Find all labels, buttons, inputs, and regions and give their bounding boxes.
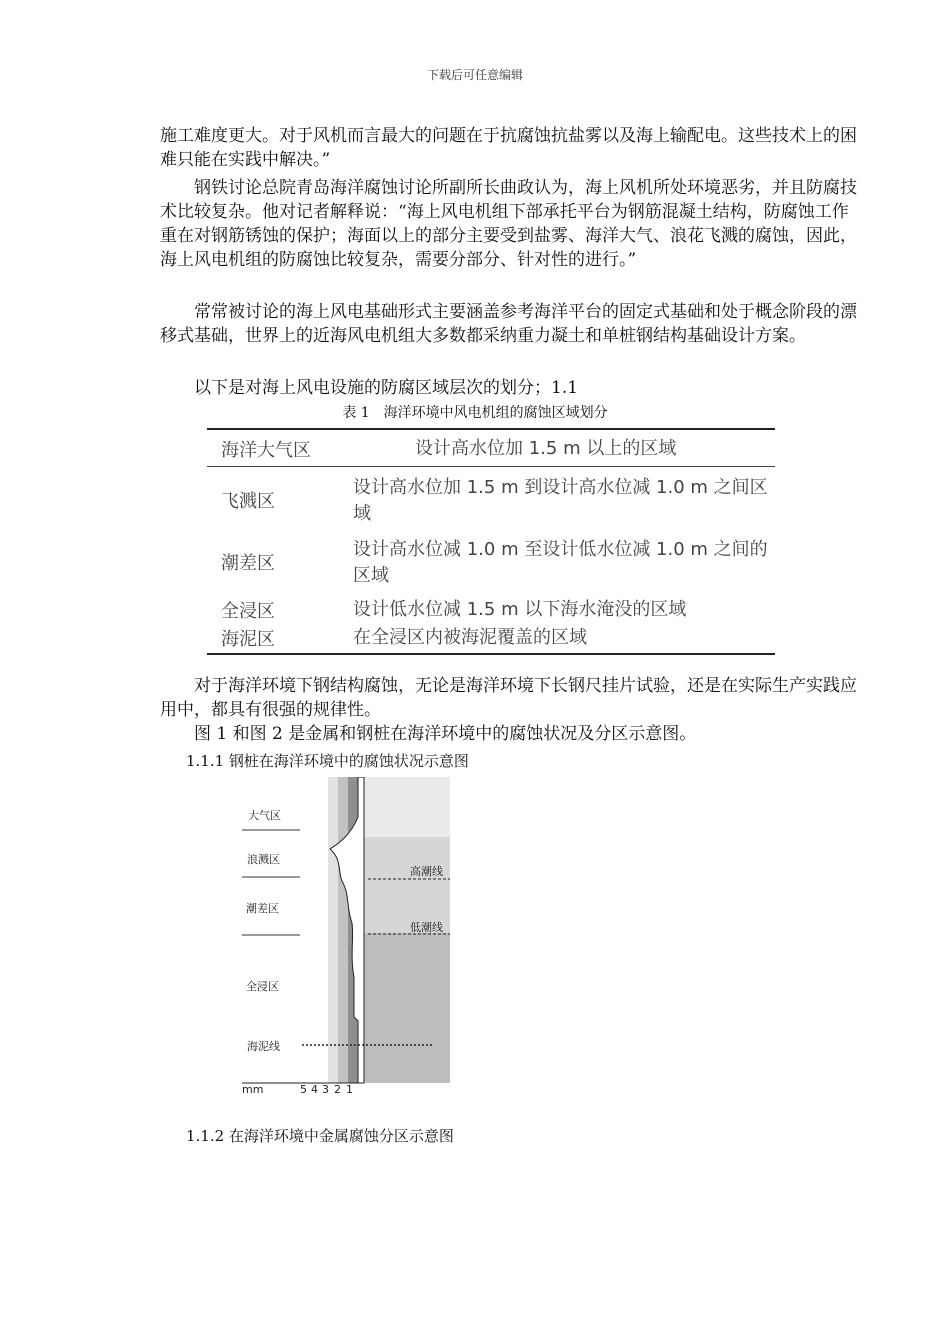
desc-cell: 在全浸区内被海泥覆盖的区域 <box>353 627 587 648</box>
table-row <box>207 625 775 655</box>
table-caption: 表 1 海洋环境中风电机组的腐蚀区域划分 <box>342 405 608 421</box>
axis-tick: 3 <box>322 1083 329 1096</box>
zone-cell: 全浸区 <box>221 601 275 622</box>
paragraph-6: 图 1 和图 2 是金属和钢桩在海洋环境中的腐蚀状况及分区示意图。 <box>160 724 697 744</box>
table-row <box>207 597 775 625</box>
table-row <box>207 428 775 467</box>
figure-1-subtitle: 1.1.1 钢桩在海洋环境中的腐蚀状况示意图 <box>186 752 469 770</box>
desc-cell: 设计高水位加 1.5 m 以上的区域 <box>415 438 677 459</box>
zone-label: 浪溅区 <box>247 853 280 866</box>
corrosion-zone-table <box>207 428 775 655</box>
zone-label: 全浸区 <box>246 980 279 993</box>
steel-pile-corrosion-figure <box>238 777 456 1095</box>
desc-cell: 设计高水位加 1.5 m 到设计高水位减 1.0 m 之间区域 <box>353 477 768 524</box>
axis-tick: 2 <box>334 1083 341 1096</box>
paragraph-3: 常常被讨论的海上风电基础形式主要涵盖参考海洋平台的固定式基础和处于概念阶段的漂移式基础，世界上的近海风电机组大多数都采纳重力凝土和单桩钢结构基础设计方案。 <box>160 302 857 346</box>
line-label: 高潮线 <box>410 865 443 878</box>
table-row <box>207 531 775 597</box>
paragraph-5: 对于海洋环境下钢结构腐蚀，无论是海洋环境下长钢尺挂片试验，还是在实际生产实践应用中，都具有很强的规律性。 <box>160 676 857 720</box>
zone-label: 大气区 <box>248 809 281 822</box>
desc-cell: 设计低水位减 1.5 m 以下海水淹没的区域 <box>353 599 687 620</box>
axis-tick: 5 <box>300 1083 307 1096</box>
desc-cell: 设计高水位减 1.0 m 至设计低水位减 1.0 m 之间的区域 <box>353 539 768 586</box>
zone-cell: 潮差区 <box>221 553 275 574</box>
axis-unit: mm <box>242 1083 264 1096</box>
line-label: 低潮线 <box>410 921 443 934</box>
zone-label: 海泥线 <box>247 1040 280 1053</box>
zone-cell: 飞溅区 <box>221 491 275 512</box>
axis-tick: 1 <box>346 1083 353 1096</box>
table-row <box>207 467 775 531</box>
figure-2-subtitle: 1.1.2 在海洋环境中金属腐蚀分区示意图 <box>186 1127 454 1145</box>
axis-tick: 4 <box>311 1083 318 1096</box>
paragraph-1: 施工难度更大。对于风机而言最大的问题在于抗腐蚀抗盐雾以及海上输配电。这些技术上的困难只能在实践中解决。” <box>160 126 857 170</box>
paragraph-4: 以下是对海上风电设施的防腐区域层次的划分；1.1 <box>160 378 579 398</box>
zone-label: 潮差区 <box>246 902 279 915</box>
page-header: 下载后可任意编辑 <box>426 68 523 82</box>
paragraph-2: 钢铁讨论总院青岛海洋腐蚀讨论所副所长曲政认为，海上风机所处环境恶劣，并且防腐技术比较复杂。他对记者解释说：“海上风电机组下部承托平台为钢筋混凝土结构，防腐蚀工作重在对钢筋锈蚀的保护；海面以上的部分主要受到盐雾、海洋大气、浪花飞溅的腐蚀，因此，海上风电机组的防腐蚀比较复杂，需要分部分、针对性的进行。” <box>160 178 857 270</box>
zone-cell: 海泥区 <box>221 629 275 650</box>
zone-cell: 海洋大气区 <box>221 440 311 461</box>
